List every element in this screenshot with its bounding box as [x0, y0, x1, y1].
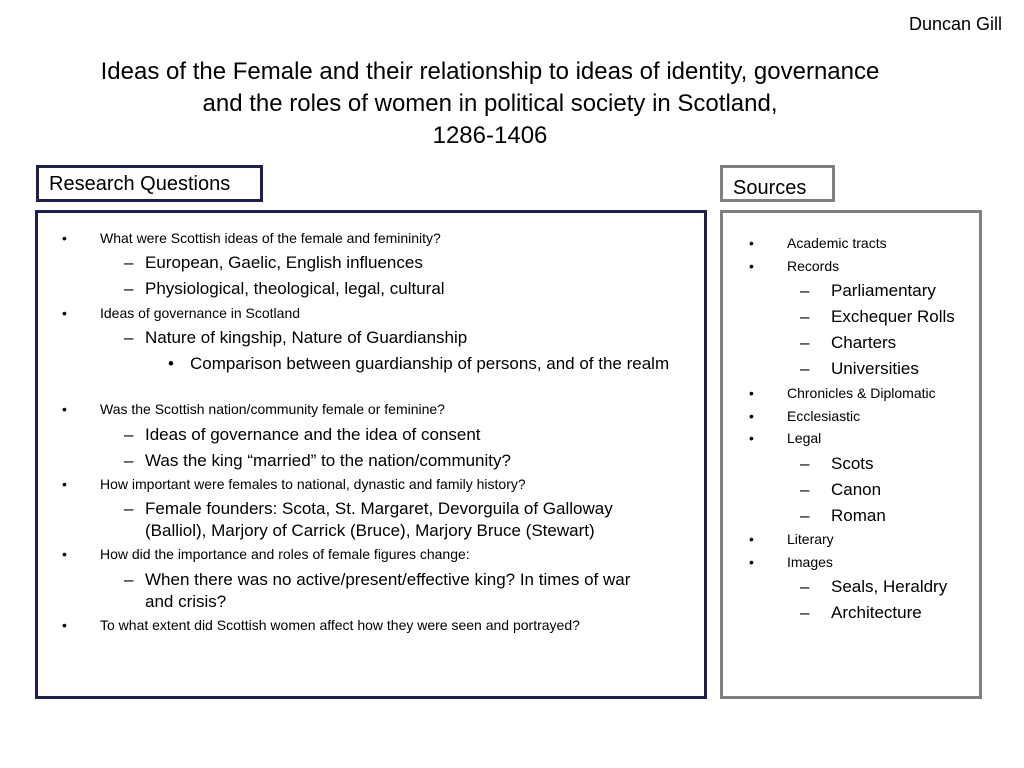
dash-marker: – — [800, 333, 810, 352]
list-item: Legal — [787, 430, 822, 446]
bullet-marker: • — [749, 408, 754, 424]
research-questions-panel — [35, 210, 707, 699]
author-name: Duncan Gill — [908, 14, 1002, 34]
list-item: Canon — [831, 480, 882, 499]
research-questions-heading: Research Questions — [36, 165, 263, 202]
bullet-marker: • — [62, 305, 67, 321]
list-item: How did the importance and roles of female figures change: — [100, 546, 470, 562]
bullet-marker: • — [168, 354, 174, 373]
list-item: What were Scottish ideas of the female and femininity? — [100, 230, 441, 246]
bullet-marker: • — [749, 235, 754, 251]
bullet-marker: • — [749, 554, 754, 570]
list-item: Ideas of governance in Scotland — [100, 305, 301, 321]
bullet-marker: • — [62, 401, 67, 417]
list-item: Charters — [831, 333, 897, 352]
dash-marker: – — [124, 451, 134, 470]
dash-marker: – — [800, 577, 810, 596]
list-item: Seals, Heraldry — [831, 577, 948, 596]
dash-marker: – — [124, 328, 134, 347]
list-item: Academic tracts — [787, 235, 887, 251]
dash-marker: – — [124, 570, 134, 589]
dash-marker: – — [124, 425, 134, 444]
bullet-marker: • — [749, 258, 754, 274]
list-item: How important were females to national, dynastic and family history? — [100, 476, 526, 492]
list-item: European, Gaelic, English influences — [145, 253, 423, 272]
dash-marker: – — [124, 279, 134, 298]
bullet-marker: • — [62, 617, 67, 633]
bullet-marker: • — [749, 531, 754, 547]
list-item: Nature of kingship, Nature of Guardianship — [145, 328, 468, 347]
dash-marker: – — [800, 281, 810, 300]
dash-marker: – — [800, 454, 810, 473]
sources-panel — [720, 210, 982, 699]
list-item: Images — [787, 554, 833, 570]
list-item: Comparison between guardianship of persons, and of the realm — [190, 354, 670, 373]
list-item: Records — [787, 258, 840, 274]
list-item: Chronicles & Diplomatic — [787, 385, 936, 401]
dash-marker: – — [800, 480, 810, 499]
list-item: When there was no active/present/effective king? In times of war — [145, 570, 631, 589]
title-line-1: Ideas of the Female and their relationship to ideas of identity, governance — [100, 58, 880, 85]
dash-marker: – — [800, 307, 810, 326]
list-item: Female founders: Scota, St. Margaret, Devorguila of Galloway — [145, 499, 613, 518]
sources-heading: Sources — [720, 165, 835, 202]
dash-marker: – — [800, 603, 810, 622]
title-line-3: 1286-1406 — [432, 122, 548, 149]
bullet-marker: • — [62, 476, 67, 492]
dash-marker: – — [124, 253, 134, 272]
bullet-marker: • — [62, 546, 67, 562]
list-item: Was the Scottish nation/community female or feminine? — [100, 401, 445, 417]
list-item: Exchequer Rolls — [831, 307, 955, 326]
bullet-marker: • — [749, 430, 754, 446]
list-item: Scots — [831, 454, 874, 473]
list-item: To what extent did Scottish women affect how they were seen and portrayed? — [100, 617, 580, 633]
list-item-continuation: and crisis? — [145, 592, 227, 611]
bullet-marker: • — [62, 230, 67, 246]
bullet-marker: • — [749, 385, 754, 401]
list-item: Physiological, theological, legal, cultural — [145, 279, 445, 298]
dash-marker: – — [800, 359, 810, 378]
list-item: Ecclesiastic — [787, 408, 861, 424]
page-title — [40, 56, 940, 152]
dash-marker: – — [124, 499, 134, 518]
list-item: Parliamentary — [831, 281, 936, 300]
list-item: Was the king “married” to the nation/community? — [145, 451, 511, 470]
list-item-continuation: (Balliol), Marjory of Carrick (Bruce), Marjory Bruce (Stewart) — [145, 521, 595, 540]
dash-marker: – — [800, 506, 810, 525]
list-item: Universities — [831, 359, 919, 378]
list-item: Ideas of governance and the idea of consent — [145, 425, 481, 444]
list-item: Literary — [787, 531, 834, 547]
list-item: Roman — [831, 506, 886, 525]
title-line-2: and the roles of women in political society in Scotland, — [202, 90, 778, 117]
list-item: Architecture — [831, 603, 922, 622]
